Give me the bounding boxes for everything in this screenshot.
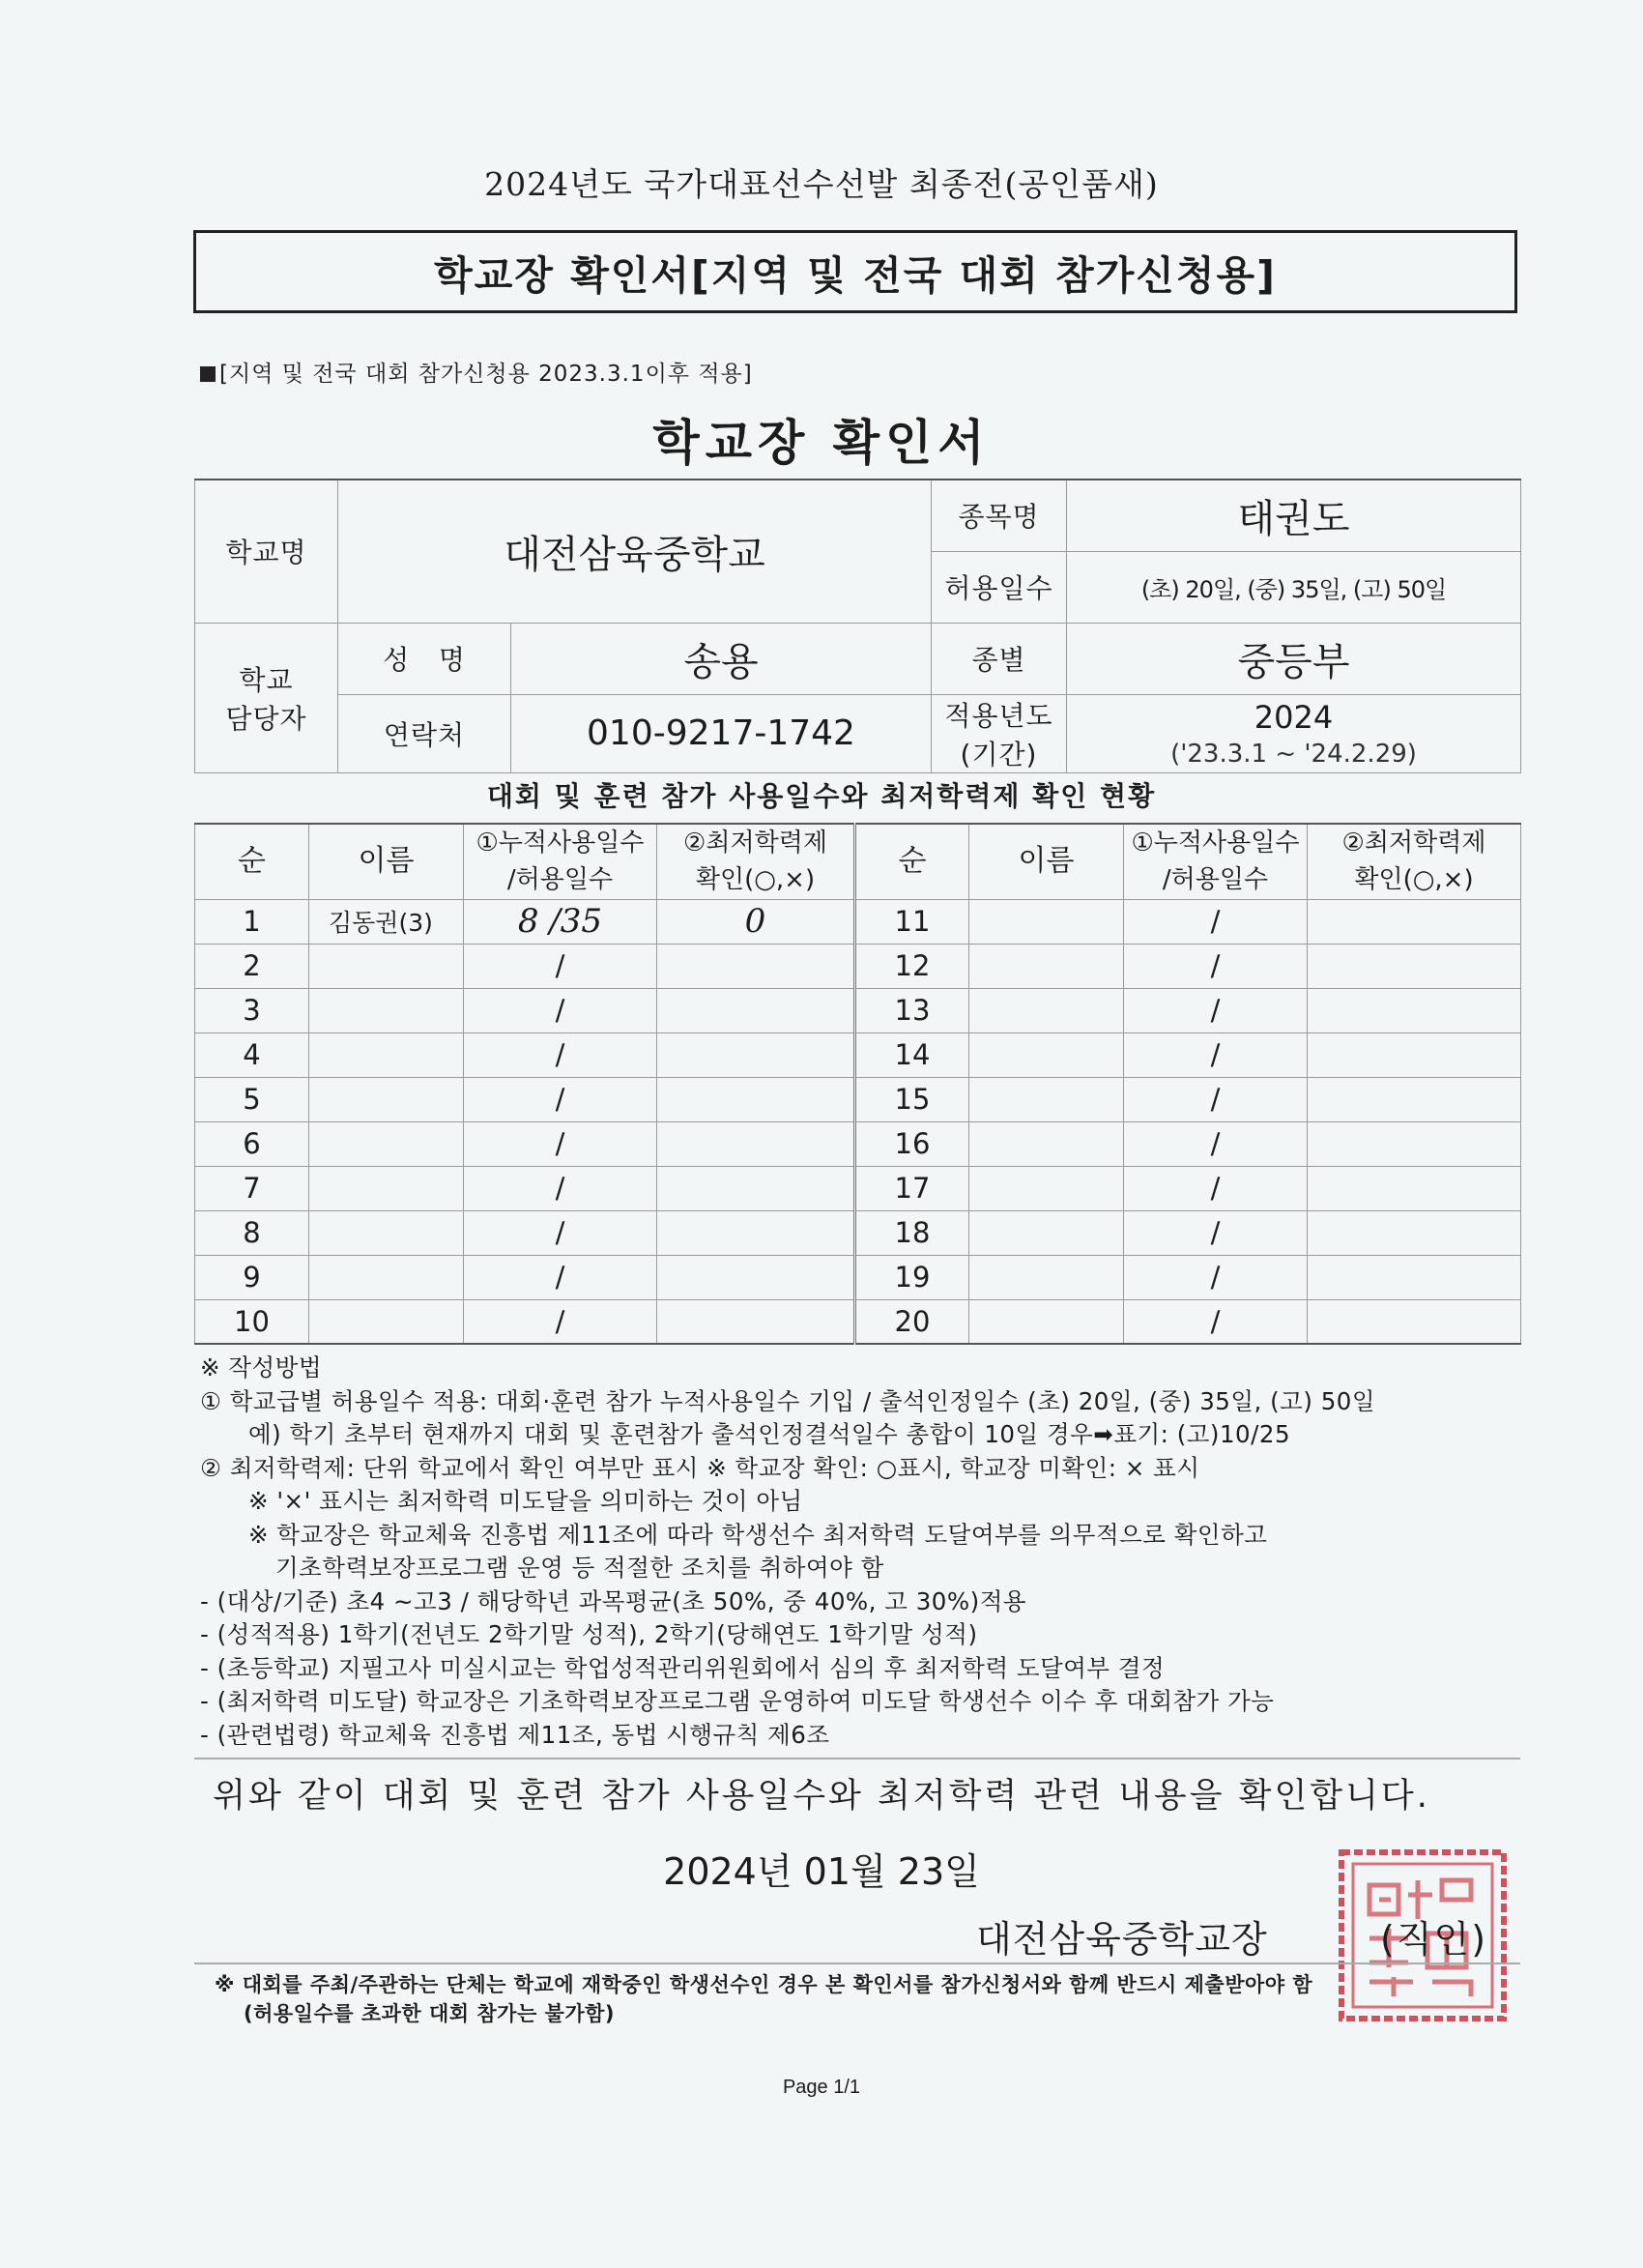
col-no-header-2: 순 [855, 824, 969, 899]
row-days-2: / [1124, 988, 1308, 1032]
table-row [195, 944, 1521, 988]
row-name [309, 1255, 464, 1299]
row-name [309, 1210, 464, 1255]
row-days: / [464, 1255, 657, 1299]
method-line: - (관련법령) 학교체육 진흥법 제11조, 동법 시행규칙 제6조 [200, 1720, 830, 1749]
row-no: 4 [195, 1032, 309, 1077]
row-name-2 [969, 1032, 1124, 1077]
row-no: 1 [195, 899, 309, 944]
row-check: 0 [657, 899, 855, 944]
row-check [657, 1210, 855, 1255]
event-value: 태권도 [1067, 480, 1521, 551]
row-days: / [464, 988, 657, 1032]
table-row [195, 1032, 1521, 1077]
table-row [195, 1255, 1521, 1299]
document-header: 2024년도 국가대표선수선발 최종전(공인품새) [484, 165, 1159, 203]
row-no-2: 17 [855, 1166, 969, 1210]
method-line: - (대상/기준) 초4 ~고3 / 해당학년 과목평균(초 50%, 중 40%, 고 30%)적용 [200, 1586, 1027, 1615]
row-name-2 [969, 1255, 1124, 1299]
row-name [309, 1166, 464, 1210]
usage-table [194, 823, 1521, 1345]
row-check-2 [1308, 944, 1521, 988]
row-check [657, 944, 855, 988]
row-no-2: 14 [855, 1032, 969, 1077]
row-days-2: / [1124, 1032, 1308, 1077]
method-line: ① 학교급별 허용일수 적용: 대회·훈련 참가 누적사용일수 기입 / 출석인정일수 (초) 20일, (중) 35일, (고) 50일 [200, 1386, 1376, 1415]
row-no: 7 [195, 1166, 309, 1210]
row-name [309, 988, 464, 1032]
row-check-2 [1308, 1255, 1521, 1299]
info-table [194, 479, 1521, 773]
row-days: / [464, 1121, 657, 1166]
allowed-days-label: 허용일수 [932, 551, 1067, 623]
allowed-days-value: (초) 20일, (중) 35일, (고) 50일 [1067, 551, 1521, 623]
col-name-header: 이름 [309, 824, 464, 899]
row-no-2: 18 [855, 1210, 969, 1255]
main-title: 학교장 확인서 [652, 415, 991, 471]
method-line: ② 최저학력제: 단위 학교에서 확인 여부만 표시 ※ 학교장 확인: ○표시, 학교장 미확인: × 표시 [200, 1453, 1200, 1482]
row-days-2: / [1124, 944, 1308, 988]
method-line: - (최저학력 미도달) 학교장은 기초학력보장프로그램 운영하여 미도달 학생선수 이수 후 대회참가 가능 [200, 1687, 1275, 1715]
row-days: 8 /35 [464, 899, 657, 944]
table-row [195, 1166, 1521, 1210]
row-no: 10 [195, 1299, 309, 1344]
row-check [657, 1077, 855, 1121]
table-header-row [195, 824, 1521, 899]
row-name-2 [969, 1210, 1124, 1255]
confirmation-text: 위와 같이 대회 및 훈련 참가 사용일수와 최저학력 관련 내용을 확인합니다. [213, 1777, 1430, 1816]
footnote [215, 1970, 1312, 2028]
divider [194, 1758, 1520, 1759]
row-no: 5 [195, 1077, 309, 1121]
row-days-2: / [1124, 1166, 1308, 1210]
method-line: 예) 학기 초부터 현재까지 대회 및 훈련참가 출석인정결석일수 총합이 10일 경우➡표기: (고)10/25 [248, 1420, 1291, 1448]
method-line: ※ '×' 표시는 최저학력 미도달을 의미하는 것이 아님 [248, 1487, 803, 1515]
row-days: / [464, 1166, 657, 1210]
divider [194, 1963, 1520, 1964]
col-name-header-2: 이름 [969, 824, 1124, 899]
col-days-header: ①누적사용일수 /허용일수 [464, 824, 657, 899]
row-check-2 [1308, 1077, 1521, 1121]
row-no-2: 19 [855, 1255, 969, 1299]
row-no-2: 16 [855, 1121, 969, 1166]
row-no: 3 [195, 988, 309, 1032]
row-days-2: / [1124, 899, 1308, 944]
col-check-header-2: ②최저학력제 확인(○,×) [1308, 824, 1521, 899]
row-check-2 [1308, 1166, 1521, 1210]
table-row [195, 1210, 1521, 1255]
row-days-2: / [1124, 1255, 1308, 1299]
row-name [309, 1032, 464, 1077]
row-days: / [464, 944, 657, 988]
row-no-2: 15 [855, 1077, 969, 1121]
event-label: 종목명 [932, 480, 1067, 551]
contact-value: 010-9217-1742 [511, 694, 932, 772]
row-days-2: / [1124, 1299, 1308, 1344]
row-days: / [464, 1210, 657, 1255]
row-check-2 [1308, 1299, 1521, 1344]
school-label: 학교명 [195, 480, 338, 623]
row-days: / [464, 1077, 657, 1121]
row-name-2 [969, 1121, 1124, 1166]
row-no: 9 [195, 1255, 309, 1299]
row-no-2: 11 [855, 899, 969, 944]
seal-label: (직인) [1380, 1918, 1488, 1961]
table-row [195, 988, 1521, 1032]
row-name [309, 1121, 464, 1166]
row-check [657, 1299, 855, 1344]
row-no: 2 [195, 944, 309, 988]
row-check-2 [1308, 899, 1521, 944]
row-name-2 [969, 899, 1124, 944]
footnote-line: ※ 대회를 주최/주관하는 단체는 학교에 재학중인 학생선수인 경우 본 확인서를 참가신청서와 함께 반드시 제출받아야 함 [215, 1973, 1313, 1996]
contact-label: 연락처 [338, 694, 511, 772]
year-value: 2024 ('23.3.1 ~ '24.2.29) [1067, 694, 1521, 772]
row-no-2: 12 [855, 944, 969, 988]
row-no-2: 20 [855, 1299, 969, 1344]
title-box: 학교장 확인서[지역 및 전국 대회 참가신청용] [193, 230, 1517, 313]
method-title: ※ 작성방법 [200, 1353, 322, 1381]
principal-name: 대전삼육중학교장 [976, 1918, 1268, 1961]
row-name [309, 944, 464, 988]
school-value: 대전삼육중학교 [338, 480, 932, 623]
square-bullet-icon [200, 366, 216, 382]
table-row [195, 1077, 1521, 1121]
row-name-2 [969, 1166, 1124, 1210]
row-check [657, 1255, 855, 1299]
row-days-2: / [1124, 1121, 1308, 1166]
division-label: 종별 [932, 623, 1067, 694]
row-check [657, 988, 855, 1032]
row-check [657, 1032, 855, 1077]
row-check-2 [1308, 1210, 1521, 1255]
page-number: Page 1/1 [782, 2077, 861, 2098]
row-days: / [464, 1299, 657, 1344]
row-no: 8 [195, 1210, 309, 1255]
method-line: ※ 학교장은 학교체육 진흥법 제11조에 따라 학생선수 최저학력 도달여부를 의무적으로 확인하고 [248, 1520, 1268, 1549]
footnote-line: (허용일수를 초과한 대회 참가는 불가함) [244, 2002, 616, 2025]
row-name: 김동권(3) [309, 899, 464, 944]
row-name-2 [969, 1077, 1124, 1121]
name-value: 송용 [511, 623, 932, 694]
row-no-2: 13 [855, 988, 969, 1032]
method-line: 기초학력보장프로그램 운영 등 적절한 조치를 취하여야 함 [275, 1554, 884, 1582]
col-no-header: 순 [195, 824, 309, 899]
row-check-2 [1308, 1121, 1521, 1166]
row-name [309, 1077, 464, 1121]
row-check-2 [1308, 1032, 1521, 1077]
sub-note: [지역 및 전국 대회 참가신청용 2023.3.1이후 적용] [200, 356, 753, 388]
writing-method [200, 1352, 1524, 1752]
row-days-2: / [1124, 1077, 1308, 1121]
row-days: / [464, 1032, 657, 1077]
row-days-2: / [1124, 1210, 1308, 1255]
col-check-header: ②최저학력제 확인(○,×) [657, 824, 855, 899]
method-line: - (성적적용) 1학기(전년도 2학기말 성적), 2학기(당해연도 1학기말 성적) [200, 1620, 978, 1648]
row-no: 6 [195, 1121, 309, 1166]
row-check [657, 1166, 855, 1210]
name-label: 성 명 [338, 623, 511, 694]
method-line: - (초등학교) 지필고사 미실시교는 학업성적관리위원회에서 심의 후 최저학력 도달여부 결정 [200, 1653, 1166, 1682]
row-check-2 [1308, 988, 1521, 1032]
table-row [195, 1121, 1521, 1166]
row-name-2 [969, 1299, 1124, 1344]
row-name-2 [969, 988, 1124, 1032]
row-name [309, 1299, 464, 1344]
division-value: 중등부 [1067, 623, 1521, 694]
table-row [195, 1299, 1521, 1344]
row-check [657, 1121, 855, 1166]
year-label: 적용년도 (기간) [932, 694, 1067, 772]
manager-label: 학교 담당자 [195, 623, 338, 772]
table-row [195, 899, 1521, 944]
issue-date: 2024년 01월 23일 [663, 1850, 980, 1893]
row-name-2 [969, 944, 1124, 988]
col-days-header-2: ①누적사용일수 /허용일수 [1124, 824, 1308, 899]
section-title: 대회 및 훈련 참가 사용일수와 최저학력제 확인 현황 [486, 780, 1157, 812]
